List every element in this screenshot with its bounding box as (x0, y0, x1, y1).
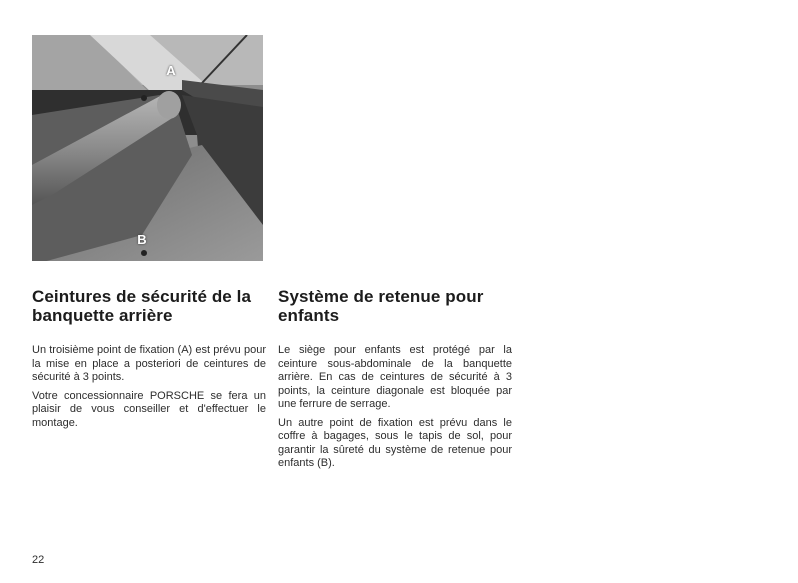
page-number: 22 (32, 554, 45, 566)
right-section-title: Système de retenue pour enfants (278, 287, 484, 325)
left-section-title: Ceintures de sécurité de la banquette arrière (32, 287, 252, 325)
left-paragraph-1: Un troisième point de fixation (A) est prévu pour la mise en place a posteriori de ceintures de sécurité à 3 points. (32, 344, 266, 383)
rear-seat-photo (32, 35, 263, 261)
left-paragraph-2: Votre concessionnaire PORSCHE se fera un plaisir de vous conseiller et d'effectuer le montage. (32, 389, 266, 429)
marker-b-label: B (137, 232, 147, 247)
right-section (278, 287, 512, 476)
right-paragraph-1: Le siège pour enfants est protégé par la ceinture sous-abdominale de la banquette arrière. En cas de ceintures de sécurité à 3 points, la ceinture diagonale est bloquée par une ferrure de serrage. (278, 344, 512, 410)
marker-a-label: A (166, 63, 176, 78)
left-section (32, 287, 266, 435)
right-paragraph-2: Un autre point de fixation est prévu dans le coffre à bagages, sous le tapis de sol, pour garantir la sûreté du système de retenue pour enfants (B). (278, 416, 512, 469)
rear-seat-illustration (32, 35, 263, 261)
